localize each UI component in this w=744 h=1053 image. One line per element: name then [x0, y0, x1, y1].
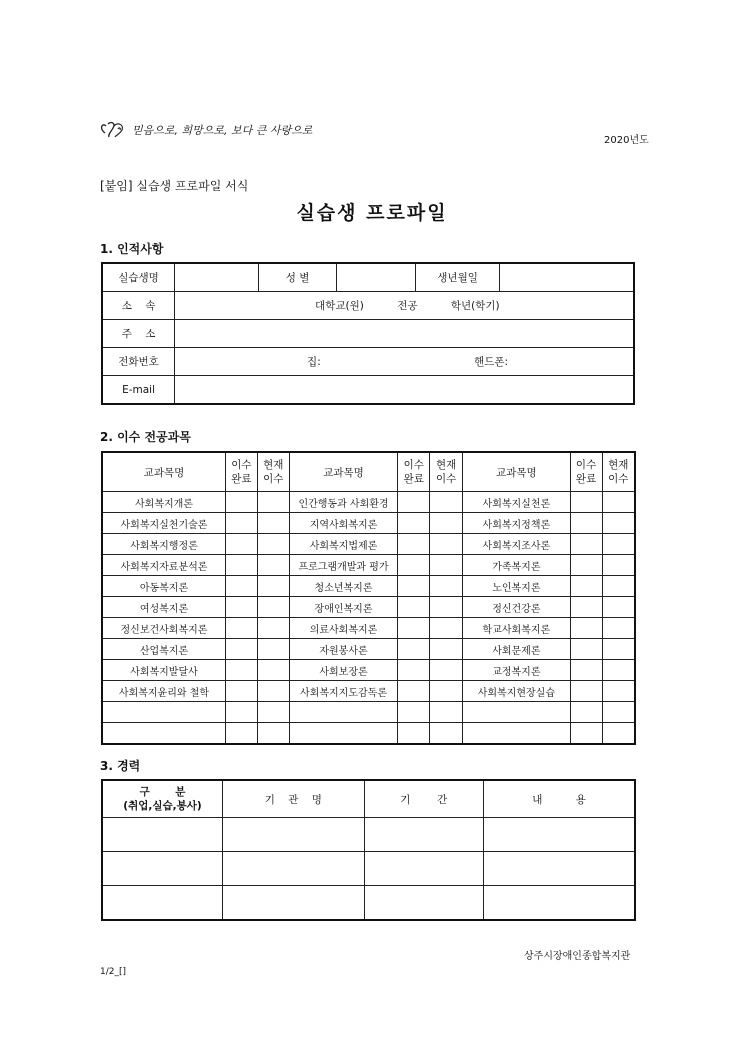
current-check-cell[interactable]	[602, 534, 635, 555]
col-completed-header	[570, 452, 602, 492]
completed-check-cell[interactable]	[225, 681, 257, 702]
course-row	[102, 492, 635, 513]
career-row	[102, 886, 635, 921]
completed-check-cell[interactable]	[398, 618, 430, 639]
career-cell[interactable]	[223, 852, 364, 886]
course-name: 정신건강론	[463, 597, 571, 618]
career-cell[interactable]	[102, 818, 223, 852]
course-name: 사회복지정책론	[463, 513, 571, 534]
completed-check-cell[interactable]	[225, 492, 257, 513]
completed-check-cell[interactable]	[570, 513, 602, 534]
completed-check-cell[interactable]	[225, 534, 257, 555]
completed-check-cell[interactable]	[570, 492, 602, 513]
current-check-cell[interactable]	[602, 555, 635, 576]
section3-heading: 3. 경력	[100, 759, 141, 773]
course-name	[463, 702, 571, 723]
current-check-cell[interactable]	[430, 576, 463, 597]
current-check-cell[interactable]	[430, 597, 463, 618]
col-completed-header	[225, 452, 257, 492]
address-field[interactable]	[175, 320, 634, 348]
current-check-cell[interactable]	[430, 639, 463, 660]
course-name: 사회복지윤리와 철학	[102, 681, 225, 702]
completed-line2: 완료	[231, 473, 252, 485]
current-check-cell[interactable]	[430, 492, 463, 513]
completed-check-cell[interactable]	[225, 660, 257, 681]
course-name: 인간행동과 사회환경	[289, 492, 398, 513]
course-name: 사회복지자료분석론	[102, 555, 225, 576]
gender-label: 성 별	[258, 263, 337, 292]
col-category-header	[102, 780, 223, 818]
year-label: 2020년도	[604, 135, 649, 146]
current-check-cell[interactable]	[430, 555, 463, 576]
course-name	[289, 723, 398, 745]
career-row	[102, 852, 635, 886]
current-check-cell[interactable]	[257, 555, 289, 576]
current-line1: 현재	[608, 459, 629, 471]
completed-check-cell[interactable]	[225, 597, 257, 618]
completed-check-cell[interactable]	[398, 723, 430, 745]
course-name: 자원봉사론	[289, 639, 398, 660]
course-row	[102, 513, 635, 534]
career-cell[interactable]	[364, 886, 484, 921]
current-check-cell[interactable]	[257, 639, 289, 660]
footer-org: 상주시장애인종합복지관	[524, 951, 631, 962]
current-line2: 이수	[435, 473, 457, 485]
career-cell[interactable]	[223, 886, 364, 921]
course-name: 지역사회복지론	[289, 513, 398, 534]
current-check-cell[interactable]	[602, 723, 635, 745]
current-check-cell[interactable]	[602, 681, 635, 702]
completed-check-cell[interactable]	[225, 639, 257, 660]
completed-check-cell[interactable]	[398, 702, 430, 723]
col-subject-header: 교과목명	[102, 452, 225, 492]
course-name: 청소년복지론	[289, 576, 398, 597]
page-number: 1/2_[]	[100, 967, 127, 977]
current-check-cell[interactable]	[602, 492, 635, 513]
course-name: 사회복지행정론	[102, 534, 225, 555]
career-cell[interactable]	[223, 818, 364, 852]
current-check-cell[interactable]	[257, 492, 289, 513]
career-cell[interactable]	[102, 852, 223, 886]
name-label: 실습생명	[102, 263, 175, 292]
current-check-cell[interactable]	[257, 513, 289, 534]
current-line1: 현재	[435, 459, 457, 471]
completed-line2: 완료	[575, 473, 597, 485]
course-name	[463, 723, 571, 745]
course-name: 장애인복지론	[289, 597, 398, 618]
career-cell[interactable]	[484, 818, 635, 852]
completed-check-cell[interactable]	[570, 555, 602, 576]
course-name: 학교사회복지론	[463, 618, 571, 639]
career-cell[interactable]	[484, 852, 635, 886]
personal-info-table	[101, 262, 635, 405]
current-check-cell[interactable]	[430, 681, 463, 702]
completed-check-cell[interactable]	[398, 639, 430, 660]
current-check-cell[interactable]	[257, 660, 289, 681]
affiliation-field[interactable]: 대학교(원) 전공 학년(학기)	[175, 292, 634, 320]
gender-field[interactable]	[337, 263, 416, 292]
current-check-cell[interactable]	[602, 702, 635, 723]
completed-line2: 완료	[403, 473, 424, 485]
current-check-cell[interactable]	[257, 597, 289, 618]
current-check-cell[interactable]	[257, 618, 289, 639]
career-cell[interactable]	[364, 818, 484, 852]
col-org-header: 기 관 명	[223, 780, 364, 818]
current-check-cell[interactable]	[602, 597, 635, 618]
section2-heading: 2. 이수 전공과목	[100, 430, 191, 444]
completed-line1: 이수	[231, 459, 252, 471]
course-name	[289, 702, 398, 723]
completed-check-cell[interactable]	[225, 618, 257, 639]
career-cell[interactable]	[484, 886, 635, 921]
birth-field[interactable]	[499, 263, 634, 292]
completed-check-cell[interactable]	[570, 702, 602, 723]
address-label: 주 소	[102, 320, 175, 348]
current-line2: 이수	[263, 473, 284, 485]
course-row	[102, 534, 635, 555]
course-row	[102, 702, 635, 723]
completed-check-cell[interactable]	[398, 513, 430, 534]
courses-table	[101, 451, 636, 745]
current-check-cell[interactable]	[257, 576, 289, 597]
completed-check-cell[interactable]	[570, 597, 602, 618]
attachment-label: [붙임] 실습생 프로파일 서식	[100, 179, 249, 193]
completed-check-cell[interactable]	[225, 576, 257, 597]
course-name: 아동복지론	[102, 576, 225, 597]
phone-label: 전화번호	[102, 348, 175, 376]
course-name: 사회복지개론	[102, 492, 225, 513]
course-row	[102, 576, 635, 597]
course-name: 산업복지론	[102, 639, 225, 660]
course-name: 사회복지발달사	[102, 660, 225, 681]
course-name: 의료사회복지론	[289, 618, 398, 639]
completed-check-cell[interactable]	[398, 681, 430, 702]
course-name: 교정복지론	[463, 660, 571, 681]
phone-field[interactable]	[175, 348, 634, 376]
course-row	[102, 597, 635, 618]
current-check-cell[interactable]	[602, 660, 635, 681]
current-check-cell[interactable]	[430, 513, 463, 534]
course-name: 노인복지론	[463, 576, 571, 597]
course-row	[102, 723, 635, 745]
course-name	[102, 702, 225, 723]
career-table	[101, 779, 636, 921]
current-check-cell[interactable]	[257, 681, 289, 702]
completed-check-cell[interactable]	[398, 597, 430, 618]
category-line2: (취업,실습,봉사)	[123, 800, 202, 812]
current-line1: 현재	[263, 459, 284, 471]
current-check-cell[interactable]	[257, 702, 289, 723]
course-name: 사회보장론	[289, 660, 398, 681]
col-completed-header	[398, 452, 430, 492]
career-cell[interactable]	[102, 886, 223, 921]
current-check-cell[interactable]	[430, 534, 463, 555]
section1-heading: 1. 인적사항	[100, 242, 164, 256]
col-period-header: 기 간	[364, 780, 484, 818]
completed-check-cell[interactable]	[398, 555, 430, 576]
current-check-cell[interactable]	[430, 702, 463, 723]
completed-check-cell[interactable]	[225, 702, 257, 723]
col-current-header	[602, 452, 635, 492]
course-name: 사회문제론	[463, 639, 571, 660]
completed-check-cell[interactable]	[225, 555, 257, 576]
affiliation-label: 소 속	[102, 292, 175, 320]
course-name	[102, 723, 225, 745]
col-current-header	[430, 452, 463, 492]
completed-check-cell[interactable]	[570, 618, 602, 639]
current-check-cell[interactable]	[257, 534, 289, 555]
course-name: 사회복지실천론	[463, 492, 571, 513]
mobile-phone-label: 핸드폰:	[474, 356, 509, 368]
current-check-cell[interactable]	[602, 513, 635, 534]
completed-check-cell[interactable]	[570, 576, 602, 597]
course-name: 사회복지법제론	[289, 534, 398, 555]
course-row	[102, 681, 635, 702]
col-content-header: 내 용	[484, 780, 635, 818]
current-check-cell[interactable]	[602, 576, 635, 597]
heart-logo-icon	[100, 120, 126, 140]
course-row	[102, 618, 635, 639]
course-name: 사회복지실천기술론	[102, 513, 225, 534]
completed-check-cell[interactable]	[570, 534, 602, 555]
completed-check-cell[interactable]	[398, 534, 430, 555]
completed-check-cell[interactable]	[398, 660, 430, 681]
course-name: 사회복지지도감독론	[289, 681, 398, 702]
current-check-cell[interactable]	[430, 723, 463, 745]
course-row	[102, 639, 635, 660]
completed-check-cell[interactable]	[225, 513, 257, 534]
page-title: 실습생 프로파일	[296, 202, 448, 224]
course-name: 사회복지조사론	[463, 534, 571, 555]
category-line1: 구 분	[139, 786, 186, 798]
name-field[interactable]	[175, 263, 259, 292]
slogan	[100, 120, 312, 140]
current-check-cell[interactable]	[602, 639, 635, 660]
completed-check-cell[interactable]	[225, 723, 257, 745]
career-row	[102, 818, 635, 852]
email-label: E-mail	[102, 376, 175, 405]
course-name: 사회복지현장실습	[463, 681, 571, 702]
col-subject-header: 교과목명	[289, 452, 398, 492]
course-name: 여성복지론	[102, 597, 225, 618]
completed-check-cell[interactable]	[398, 576, 430, 597]
career-cell[interactable]	[364, 852, 484, 886]
course-name: 정신보건사회복지론	[102, 618, 225, 639]
col-subject-header: 교과목명	[463, 452, 571, 492]
current-check-cell[interactable]	[430, 660, 463, 681]
email-field[interactable]	[175, 376, 634, 405]
current-check-cell[interactable]	[602, 618, 635, 639]
course-name: 프로그램개발과 평가	[289, 555, 398, 576]
birth-label: 생년월일	[416, 263, 500, 292]
course-row	[102, 555, 635, 576]
current-check-cell[interactable]	[430, 618, 463, 639]
completed-line1: 이수	[403, 459, 424, 471]
current-line2: 이수	[608, 473, 629, 485]
slogan-text: 믿음으로, 희망으로, 보다 큰 사랑으로	[132, 124, 313, 137]
col-current-header	[257, 452, 289, 492]
completed-check-cell[interactable]	[570, 660, 602, 681]
current-check-cell[interactable]	[257, 723, 289, 745]
course-name: 가족복지론	[463, 555, 571, 576]
completed-check-cell[interactable]	[570, 681, 602, 702]
completed-line1: 이수	[575, 459, 597, 471]
completed-check-cell[interactable]	[398, 492, 430, 513]
completed-check-cell[interactable]	[570, 723, 602, 745]
completed-check-cell[interactable]	[570, 639, 602, 660]
home-phone-label: 집:	[307, 356, 321, 368]
course-row	[102, 660, 635, 681]
